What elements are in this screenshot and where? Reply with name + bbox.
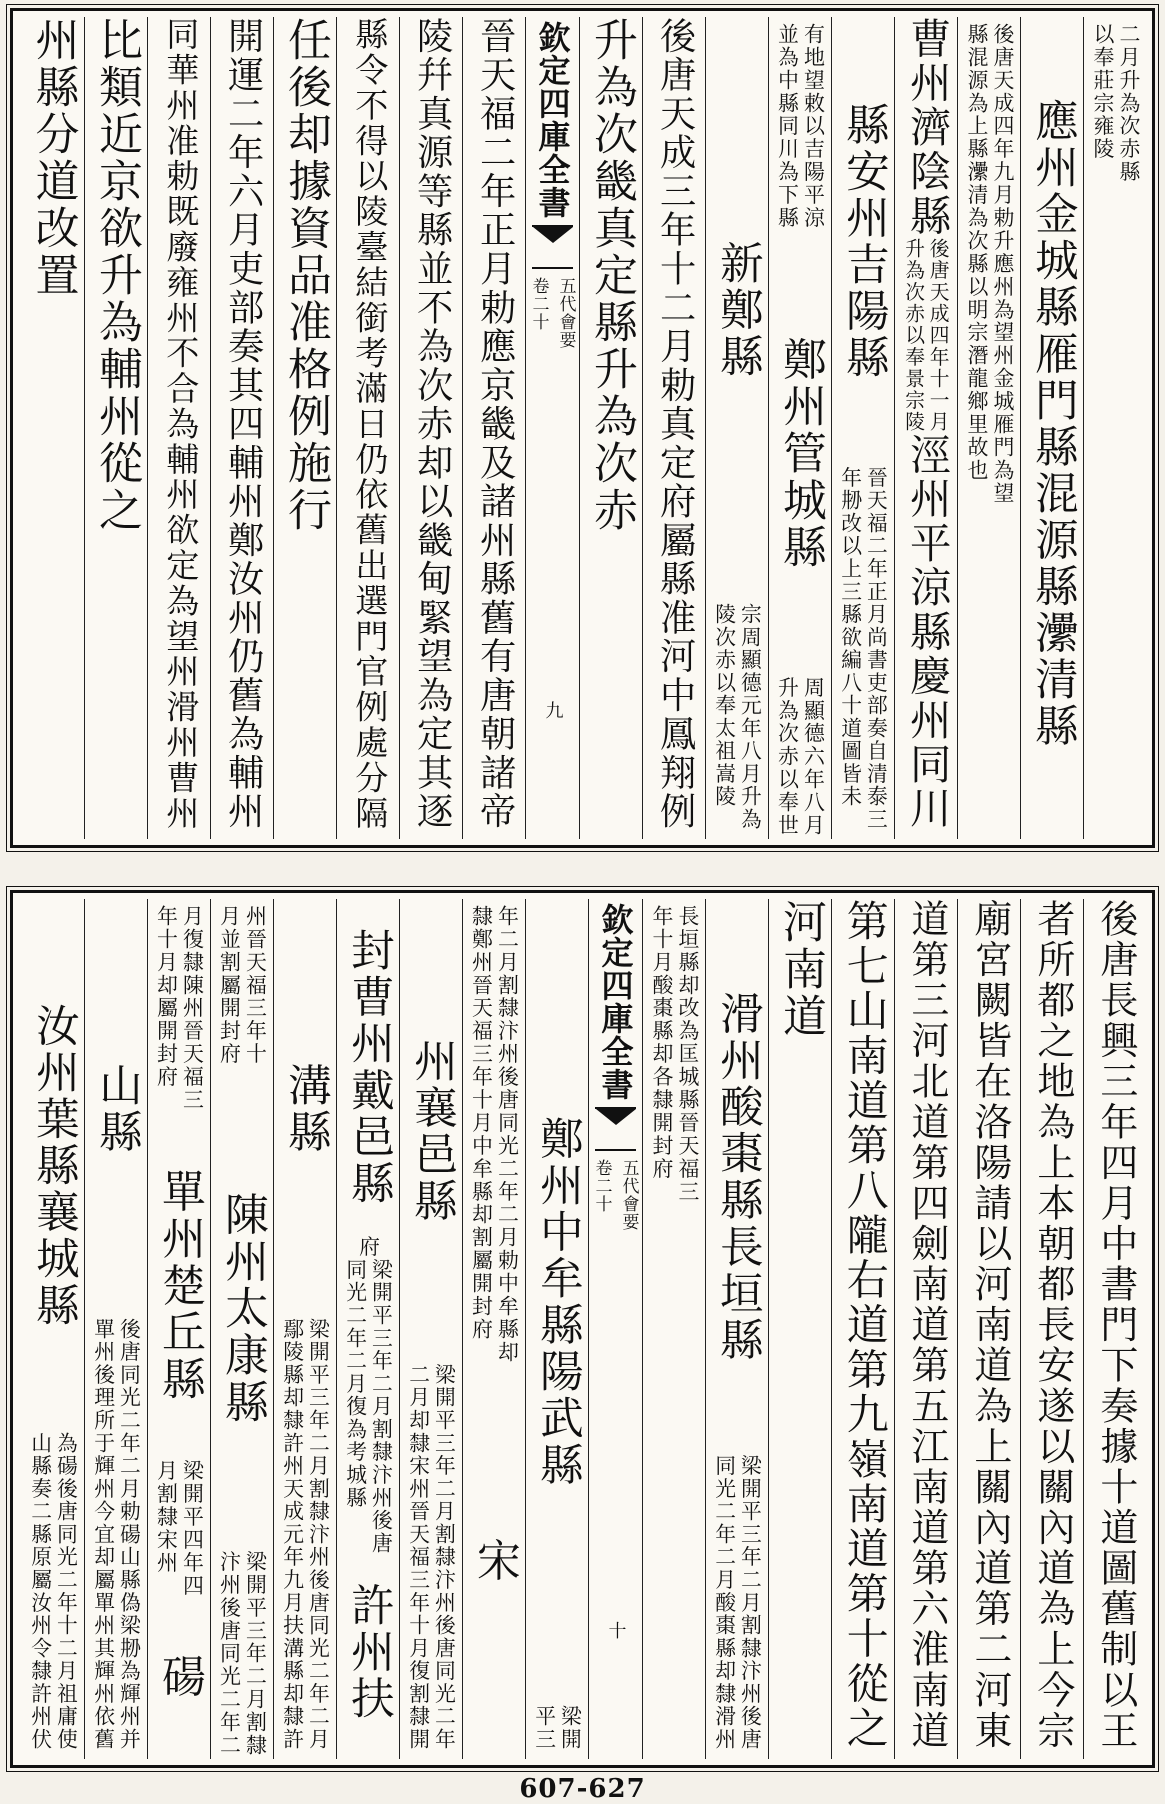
main-text: 州襄邑縣 xyxy=(406,1038,457,1225)
text-column xyxy=(705,899,768,1759)
text-column xyxy=(957,899,1020,1759)
main-text: 涇州平涼縣慶州同川 xyxy=(902,432,951,831)
annotation-pair xyxy=(217,905,268,1066)
main-text: 縣安州吉陽縣 xyxy=(838,102,889,382)
main-text: 鄭州管城縣 xyxy=(775,335,826,571)
main-text: 開運二年六月吏部奏其四輔州鄭汝州仍舊為輔州 xyxy=(221,17,264,831)
text-column xyxy=(1020,17,1083,839)
text-column xyxy=(462,17,525,839)
column-flow xyxy=(152,905,206,1757)
text-column xyxy=(336,17,399,839)
annotation-pair xyxy=(343,1258,394,1554)
annotation-line: 州晉天福三年十 xyxy=(243,905,268,1066)
annotation-line: 梁開平三年二月割隸汴州後唐 xyxy=(738,1454,763,1751)
annotation-line: 梁開平三年二月割隸汴州後唐 xyxy=(369,1258,394,1555)
text-column xyxy=(210,17,273,839)
book-spine-column xyxy=(588,899,642,1759)
main-text: 後唐天成三年十二月勅真定府屬縣准河中鳳翔例 xyxy=(653,17,696,831)
annotation-line: 二月却隸宋州晉天福三年十月復割隸開 xyxy=(406,1363,431,1751)
main-text: 者所都之地為上本朝都長安遂以關內道為上今宗 xyxy=(1030,899,1075,1751)
main-text: 縣令不得以陵臺結銜考滿日仍依舊出選門官例處分隔 xyxy=(349,17,388,831)
main-text: 曹州濟陰縣 xyxy=(902,17,951,239)
column-flow xyxy=(89,899,142,1751)
annotation-line: 平三 xyxy=(532,1705,557,1751)
annotation-pair xyxy=(712,1455,763,1751)
spine-work: 五代會要 xyxy=(618,1159,639,1231)
annotation-pair xyxy=(91,1318,142,1751)
annotation-line: 周顯德六年八月 xyxy=(801,676,826,837)
text-column xyxy=(768,17,831,839)
annotation-pair xyxy=(27,1478,78,1751)
annotation-line: 山縣 xyxy=(28,1431,53,1478)
annotation-line: 為碭 xyxy=(53,1431,78,1478)
text-column xyxy=(894,899,957,1759)
fish-tail-mark xyxy=(595,1107,636,1151)
main-text: 比類近京欲升為輔州從之 xyxy=(91,17,142,534)
spine-title: 欽定四庫全書 xyxy=(596,903,635,1101)
annotation-line: 年刱改以上三縣欲編八十道圖皆未 xyxy=(838,466,863,809)
main-text: 陳州太康縣 xyxy=(217,1190,268,1426)
text-column xyxy=(273,17,336,839)
text-column xyxy=(1083,899,1146,1759)
book-spine-column xyxy=(525,17,579,839)
fish-tail-mark xyxy=(532,225,573,269)
annotation-line: 月割隸宋州 xyxy=(154,1459,179,1574)
main-text: 第七山南道第八隴右道第九嶺南道第十從之 xyxy=(839,899,888,1751)
column-flow xyxy=(530,899,583,1751)
main-text: 山縣 xyxy=(91,1061,142,1156)
annotation-pair xyxy=(27,1432,78,1478)
annotation-pair xyxy=(1090,23,1141,184)
main-text: 許州扶 xyxy=(343,1582,394,1723)
annotation-pair xyxy=(280,1318,331,1751)
annotation-pair xyxy=(154,1459,205,1597)
annotation-line: 二月升為次赤縣 xyxy=(1116,23,1141,184)
annotation-line: 後唐天成四年十一月 xyxy=(927,238,950,433)
spine-title: 欽定四庫全書 xyxy=(533,21,572,219)
text-column xyxy=(21,17,84,839)
text-column xyxy=(399,17,462,839)
page-footer-number: 607-627 xyxy=(519,1774,646,1804)
annotation-line: 長垣縣却改為匡城縣晉天福三 xyxy=(675,905,700,1204)
text-column xyxy=(525,899,588,1759)
text-column xyxy=(210,899,273,1759)
text-column xyxy=(1020,899,1083,1759)
annotation-pair xyxy=(649,905,700,1203)
main-text: 同華州准勅既廢雍州不合為輔州欲定為望州滑州曹州 xyxy=(160,17,199,831)
text-column xyxy=(705,17,768,839)
text-column xyxy=(957,17,1020,839)
column-flow xyxy=(649,905,700,1757)
text-column xyxy=(642,899,705,1759)
bottom-page xyxy=(10,890,1155,1768)
annotation-pair xyxy=(217,1550,268,1757)
column-flow xyxy=(964,23,1015,837)
annotation-pair xyxy=(775,23,826,229)
annotation-pair xyxy=(469,905,520,1364)
annotation-line: 次赤以奉太祖嵩陵 xyxy=(712,626,737,809)
annotation-pair xyxy=(775,676,826,837)
annotation-line: 隸鄭州晉天福三年十月中牟縣却割屬開封府 xyxy=(469,905,494,1341)
annotation-line: 晉天福二年正月尚書吏部奏自清泰三 xyxy=(864,466,889,831)
main-text: 溝縣 xyxy=(280,1061,331,1156)
column-flow xyxy=(901,17,952,831)
text-column xyxy=(273,899,336,1759)
text-column xyxy=(579,17,642,839)
annotation-line: 以奉莊宗雍陵 xyxy=(1090,23,1115,161)
text-column xyxy=(336,899,399,1759)
annotation-line: 月並割屬開封府 xyxy=(217,905,242,1066)
spine-juan: 卷二十 xyxy=(591,1159,612,1213)
annotation-pair xyxy=(532,1705,583,1751)
top-columns xyxy=(19,17,1146,839)
column-flow xyxy=(773,23,827,837)
annotation-line: 升為次赤以奉世 xyxy=(775,676,800,837)
main-text: 河南道 xyxy=(775,899,826,1040)
column-flow xyxy=(710,17,763,831)
annotation-line: 府 xyxy=(356,1235,381,1259)
main-text: 碭 xyxy=(154,1653,205,1701)
main-text: 滑州酸棗縣長垣縣 xyxy=(712,990,763,1364)
bottom-columns xyxy=(19,899,1146,1759)
column-flow xyxy=(1090,23,1141,837)
text-column xyxy=(399,899,462,1759)
annotation-line: 陵 xyxy=(712,603,737,627)
text-column xyxy=(642,17,705,839)
spine-page-number: 十 xyxy=(605,1621,627,1639)
column-flow xyxy=(710,899,763,1751)
annotation-line: 梁開 xyxy=(558,1705,583,1751)
column-flow xyxy=(404,899,457,1751)
main-text: 州縣分道改置 xyxy=(27,17,79,299)
annotation-pair xyxy=(902,238,950,433)
annotation-line: 後唐同光二年十二月祖庸使 xyxy=(53,1477,78,1751)
column-flow xyxy=(26,899,79,1751)
main-text: 升為次畿真定縣升為次赤 xyxy=(586,17,637,534)
main-text: 汝州葉縣襄城縣 xyxy=(27,1002,79,1329)
annotation-line: 同光二年二月復為考城縣 xyxy=(343,1258,368,1509)
annotation-line: 月復隸陳州晉天福三 xyxy=(180,905,205,1112)
text-column xyxy=(831,17,894,839)
main-text: 廟宮闕皆在洛陽請以河南道為上關內道第二河東 xyxy=(967,899,1012,1751)
main-text: 晉天福二年正月勅應京畿及諸州縣舊有唐朝諸帝 xyxy=(473,17,516,831)
annotation-line: 梁開平四年四 xyxy=(180,1459,205,1597)
annotation-pair xyxy=(712,603,763,626)
main-text: 道第三河北道第四劍南道第五江南道第六淮南道 xyxy=(904,899,949,1751)
text-column xyxy=(21,899,84,1759)
main-text: 單州楚丘縣 xyxy=(154,1168,205,1403)
annotation-line: 並為中縣同川為下縣 xyxy=(775,23,800,230)
column-flow xyxy=(836,17,889,831)
main-text: 應州金城縣雁門縣混源縣㶟清縣 xyxy=(1027,98,1078,750)
annotation-line: 縣混源為上縣㶟清為次縣以明宗潛龍鄉里故也 xyxy=(964,23,989,482)
column-flow xyxy=(278,899,331,1751)
text-column xyxy=(1083,17,1146,839)
annotation-pair xyxy=(838,467,889,831)
text-column xyxy=(831,899,894,1759)
annotation-line: 鄢陵縣却隸許州天成元年九月扶溝縣却隸許 xyxy=(280,1318,305,1751)
annotation-pair xyxy=(964,23,1015,505)
main-text: 後唐長興三年四月中書門下奏據十道圖舊制以王 xyxy=(1093,899,1138,1751)
column-flow xyxy=(467,905,521,1757)
annotation-pair xyxy=(356,1235,381,1258)
main-text: 宋 xyxy=(469,1537,520,1584)
main-text: 鄭州中牟縣陽武縣 xyxy=(532,1115,583,1489)
annotation-line: 梁開平三年二月割隸 xyxy=(243,1550,268,1757)
annotation-pair xyxy=(406,1364,457,1751)
annotation-pair xyxy=(712,626,763,831)
text-column xyxy=(84,17,147,839)
annotation-line: 周顯德元年八月升為 xyxy=(738,626,763,831)
text-column xyxy=(768,899,831,1759)
column-flow xyxy=(341,899,394,1751)
annotation-line: 有地望敕以吉陽平涼 xyxy=(801,23,826,230)
annotation-line: 汴州後唐同光二年二 xyxy=(217,1550,242,1757)
text-column xyxy=(462,899,525,1759)
main-text: 任後却據資品准格例施行 xyxy=(280,17,331,534)
text-column xyxy=(894,17,957,839)
spine-page-number: 九 xyxy=(542,701,564,719)
text-column xyxy=(147,17,210,839)
annotation-line: 年十月酸棗縣却各隸開封府 xyxy=(649,905,674,1181)
annotation-line: 單州後理所于輝州今宜却屬單州其輝州依舊 xyxy=(91,1318,116,1751)
top-page xyxy=(10,8,1155,848)
spine-work: 五代會要 xyxy=(555,277,576,349)
main-text: 封曹州戴邑縣 xyxy=(343,927,394,1207)
column-flow xyxy=(1025,17,1078,831)
spine-volume xyxy=(527,277,579,349)
main-text: 陵幷真源等縣並不為次赤却以畿甸緊望為定其逐 xyxy=(410,17,453,831)
text-column xyxy=(84,899,147,1759)
annotation-line: 後唐同光二年二月勅碭山縣偽梁刱為輝州并 xyxy=(117,1318,142,1751)
annotation-line: 奏二縣原屬汝州令隸許州伏 xyxy=(28,1477,53,1751)
annotation-line: 宗 xyxy=(738,603,763,627)
annotation-line: 梁開平三年二月割隸汴州後唐同光二年 xyxy=(432,1363,457,1751)
column-flow xyxy=(215,905,269,1757)
spine-volume xyxy=(590,1159,642,1231)
annotation-line: 後唐天成四年九月勅升應州為望州金城雁門為望 xyxy=(990,23,1015,505)
annotation-line: 年十月却屬開封府 xyxy=(154,905,179,1089)
annotation-line: 梁開平三年二月割隸汴州後唐同光二年二月 xyxy=(306,1318,331,1751)
main-text: 新鄭縣 xyxy=(712,240,763,380)
annotation-line: 升為次赤以奉景宗陵 xyxy=(902,238,926,433)
annotation-line: 年二月割隸汴州後唐同光二年二月勅中牟縣却 xyxy=(495,905,520,1364)
annotation-pair xyxy=(154,905,205,1112)
annotation-line: 同光二年二月酸棗縣却隸滑州 xyxy=(712,1454,737,1751)
text-column xyxy=(147,899,210,1759)
spine-juan: 卷二十 xyxy=(528,277,549,331)
